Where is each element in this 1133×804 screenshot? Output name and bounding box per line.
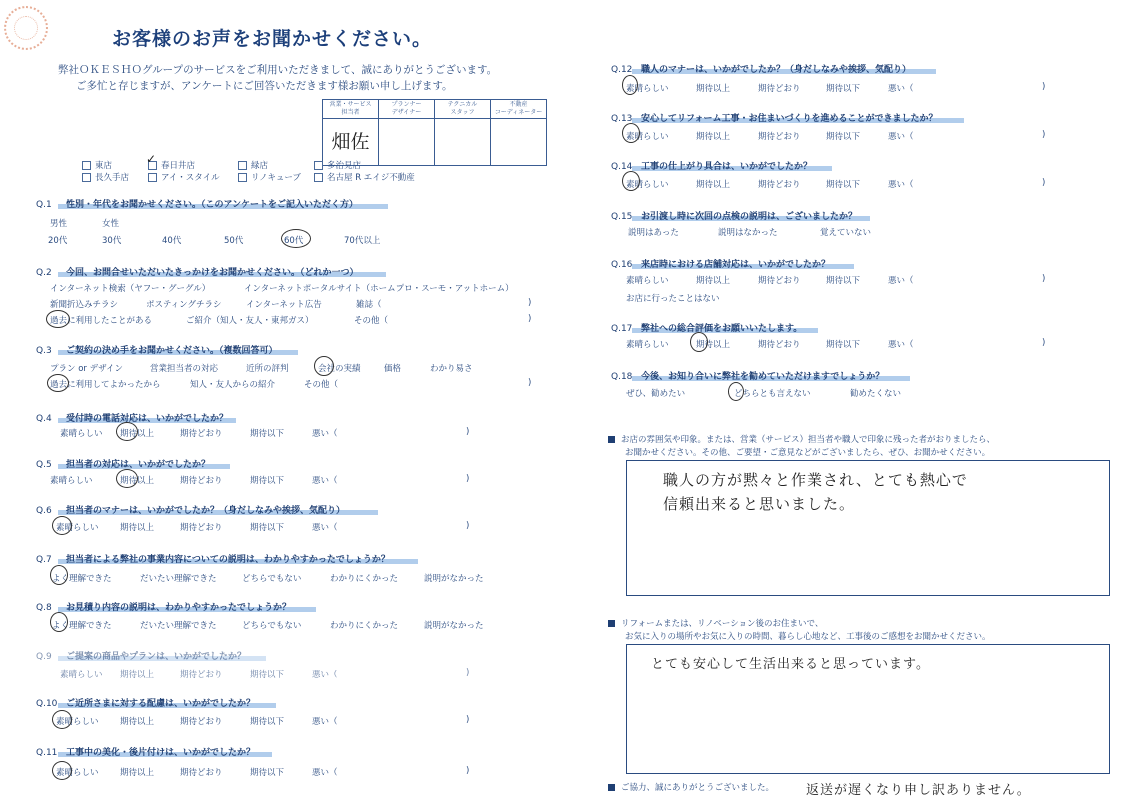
- option[interactable]: 悪い（: [312, 523, 338, 533]
- answer-circle: [50, 612, 68, 632]
- answer-circle: [728, 382, 744, 401]
- question-q15: Q.15 お引渡し時に次回の点検の説明は、ございましたか？: [611, 212, 858, 222]
- answer-circle: [52, 761, 72, 780]
- staff-realestate-name[interactable]: [491, 119, 547, 166]
- paren-close: ): [1042, 82, 1046, 92]
- comment-1-line-1: 職人の方が黙々と作業され、とても熱心で: [663, 471, 968, 489]
- question-q18: Q.18 今後、お知り合いに弊社を勧めていただけますでしょうか？: [611, 372, 885, 382]
- option[interactable]: 期待以下: [250, 717, 285, 727]
- comment-1-line-2: 信頼出来ると思いました。: [663, 495, 856, 513]
- option[interactable]: 営業担当者の対応: [150, 364, 219, 374]
- option[interactable]: 期待どおり: [180, 429, 223, 439]
- option[interactable]: 期待どおり: [180, 670, 223, 680]
- brand-istyle[interactable]: アイ・スタイル: [148, 171, 220, 183]
- question-q1: Q.1 性別・年代をお聞かせください。（このアンケートをご記入いただく方）: [36, 200, 358, 210]
- option[interactable]: その他（: [304, 380, 339, 390]
- staff-header-technical: テクニカル スタッフ: [435, 100, 491, 119]
- staff-header-sales: 営業・サービス 担当者: [323, 100, 379, 119]
- option[interactable]: 説明はなかった: [718, 228, 778, 238]
- bullet-square-icon: [608, 784, 615, 791]
- check-mark-icon: ✓: [146, 152, 157, 166]
- footer-thanks: ご協力、誠にありがとうございました。: [608, 781, 774, 793]
- answer-circle: [116, 469, 138, 488]
- staff-technical-name[interactable]: [435, 119, 491, 166]
- paren-close: ): [1042, 274, 1046, 284]
- option[interactable]: 期待以下: [826, 132, 861, 142]
- option[interactable]: 期待以上: [696, 340, 731, 350]
- question-q2: Q.2 今回、お問合せいただいたきっかけをお聞かせください。（どれか一つ）: [36, 268, 359, 278]
- brand-renocube[interactable]: リノキューブ: [238, 171, 301, 183]
- option[interactable]: 期待以上: [696, 132, 731, 142]
- paren-close: ): [528, 314, 532, 324]
- option[interactable]: どちらとも言えない: [734, 389, 811, 399]
- option[interactable]: 期待以上: [696, 276, 731, 286]
- question-q7: Q.7 担当者による弊社の事業内容についての説明は、わかりやすかったでしょうか？: [36, 555, 390, 565]
- answer-circle: [622, 123, 640, 143]
- answer-circle: [314, 356, 334, 376]
- staff-table: [322, 99, 547, 166]
- option[interactable]: 悪い（: [888, 276, 914, 286]
- paren-close: ): [466, 766, 470, 776]
- option[interactable]: どちらでもない: [242, 574, 302, 584]
- option[interactable]: プラン or デザイン: [50, 364, 124, 374]
- checkbox-icon: [82, 161, 91, 170]
- option[interactable]: 説明がなかった: [424, 621, 484, 631]
- option[interactable]: 素晴らしい: [626, 340, 669, 350]
- option[interactable]: 期待以上: [120, 476, 155, 486]
- intro-line-1: 弊社ＯＫＥＳＨＯグループのサービスをご利用いただきまして、誠にありがとうございます。: [58, 64, 498, 76]
- option[interactable]: よく理解できた: [52, 574, 112, 584]
- answer-circle: [46, 310, 70, 328]
- option[interactable]: インターネット検索（ヤフー・グーグル）: [50, 284, 211, 294]
- option[interactable]: 男性: [50, 219, 68, 229]
- option[interactable]: 勧めたくない: [850, 389, 902, 399]
- question-q16: Q.16 来店時における店舗対応は、いかがでしたか？: [611, 260, 831, 270]
- option[interactable]: 期待どおり: [758, 132, 801, 142]
- option[interactable]: 素晴らしい: [626, 180, 669, 190]
- option[interactable]: 期待どおり: [180, 768, 223, 778]
- option[interactable]: 説明はあった: [628, 228, 679, 238]
- option[interactable]: ご紹介（知人・友人・東邦ガス）: [186, 316, 314, 326]
- option[interactable]: わかり易さ: [430, 364, 473, 374]
- footer-handwritten-note: 返送が遅くなり申し訳ありません。: [806, 783, 1031, 798]
- option[interactable]: だいたい理解できた: [140, 574, 217, 584]
- option[interactable]: 知人・友人からの紹介: [190, 380, 276, 390]
- option[interactable]: 悪い（: [312, 476, 338, 486]
- option[interactable]: 期待どおり: [758, 340, 801, 350]
- option[interactable]: 30代: [102, 236, 122, 246]
- option[interactable]: 60代: [284, 236, 304, 246]
- staff-planner-name[interactable]: [379, 119, 435, 166]
- option[interactable]: 期待どおり: [758, 180, 801, 190]
- option[interactable]: 素晴らしい: [56, 717, 99, 727]
- option[interactable]: 期待以上: [696, 180, 731, 190]
- answer-circle: [50, 565, 68, 585]
- brand-higashi[interactable]: 東店: [82, 159, 112, 171]
- comment-2-label: リフォームまたは、リノベーション後のお住まいで、: [608, 617, 823, 629]
- option[interactable]: 期待以下: [250, 523, 285, 533]
- answer-circle: [116, 422, 138, 441]
- option[interactable]: 女性: [102, 219, 120, 229]
- comment-1-box[interactable]: [626, 460, 1110, 596]
- paren-close: ): [1042, 338, 1046, 348]
- option[interactable]: 素晴らしい: [626, 84, 669, 94]
- option[interactable]: 過去に利用したことがある: [50, 316, 153, 326]
- answer-circle: [690, 332, 708, 352]
- paren-close: ): [528, 378, 532, 388]
- option[interactable]: 悪い（: [888, 132, 914, 142]
- option[interactable]: 期待以上: [120, 768, 155, 778]
- option[interactable]: 価格: [384, 364, 402, 374]
- brand-nagakute[interactable]: 長久手店: [82, 171, 129, 183]
- option[interactable]: お店に行ったことはない: [626, 294, 720, 304]
- option[interactable]: 期待以下: [826, 340, 861, 350]
- question-q4: Q.4 受付時の電話対応は、いかがでしたか？: [36, 414, 229, 424]
- question-q17: Q.17 弊社への総合評価をお願いいたします。: [611, 324, 803, 334]
- option[interactable]: 期待以上: [120, 523, 155, 533]
- option[interactable]: 悪い（: [312, 429, 338, 439]
- paren-close: ): [466, 668, 470, 678]
- page-title: お客様のお声をお聞かせください。: [112, 28, 433, 50]
- option[interactable]: 20代: [48, 236, 68, 246]
- brand-tajimi[interactable]: 多治見店: [314, 159, 361, 171]
- option[interactable]: 悪い（: [312, 670, 338, 680]
- answer-circle: [622, 75, 638, 95]
- question-q13: Q.13 安心してリフォーム工事・お住まいづくりを進めることができましたか？: [611, 114, 938, 124]
- intro-line-2: ご多忙と存じますが、アンケートにご回答いただきます様お願い申し上げます。: [76, 80, 453, 92]
- option[interactable]: 悪い（: [888, 180, 914, 190]
- staff-header-realestate: 不動産 コーディネーター: [491, 100, 547, 119]
- option[interactable]: よく理解できた: [52, 621, 112, 631]
- paren-close: ): [466, 427, 470, 437]
- option[interactable]: 期待以下: [250, 670, 285, 680]
- option[interactable]: 覚えていない: [820, 228, 872, 238]
- question-q10: Q.10 ご近所さまに対する配慮は、いかがでしたか？: [36, 699, 256, 709]
- option[interactable]: 悪い（: [312, 768, 338, 778]
- comment-2-box[interactable]: [626, 644, 1110, 774]
- option[interactable]: 会社の実績: [318, 364, 361, 374]
- option[interactable]: 期待どおり: [180, 476, 223, 486]
- option[interactable]: ぜひ、勧めたい: [626, 389, 686, 399]
- option[interactable]: 期待以下: [250, 429, 285, 439]
- question-q11: Q.11 工事中の美化・後片付けは、いかがでしたか？: [36, 748, 256, 758]
- option[interactable]: 期待以下: [826, 276, 861, 286]
- comment-1-label: お店の雰囲気や印象。または、営業（サービス）担当者や職人で印象に残った者がおりましたら、: [608, 433, 995, 445]
- option[interactable]: どちらでもない: [242, 621, 302, 631]
- option[interactable]: 悪い（: [888, 84, 914, 94]
- option[interactable]: 50代: [224, 236, 244, 246]
- question-q8: Q.8 お見積り内容の説明は、わかりやすかったでしょうか？: [36, 603, 292, 613]
- brand-r-age[interactable]: 名古屋 R エイジ不動産: [314, 171, 415, 183]
- option[interactable]: ポスティングチラシ: [146, 300, 222, 310]
- option[interactable]: 素晴らしい: [626, 132, 669, 142]
- question-q5: Q.5 担当者の対応は、いかがでしたか？: [36, 460, 211, 470]
- answer-circle: [52, 710, 72, 729]
- option[interactable]: 40代: [162, 236, 182, 246]
- answer-circle: [52, 516, 72, 535]
- option[interactable]: 近所の評判: [246, 364, 289, 374]
- bullet-square-icon: [608, 436, 615, 443]
- brand-midori[interactable]: 緑店: [238, 159, 268, 171]
- option[interactable]: 悪い（: [888, 340, 914, 350]
- question-q6: Q.6 担当者のマナーは、いかがでしたか？（身だしなみや挨拶、気配り）: [36, 506, 346, 516]
- option[interactable]: 素晴らしい: [56, 768, 99, 778]
- paren-close: ): [466, 521, 470, 531]
- option[interactable]: 期待以下: [250, 476, 285, 486]
- paren-close: ): [1042, 130, 1046, 140]
- option[interactable]: 期待どおり: [758, 276, 801, 286]
- option[interactable]: 素晴らしい: [626, 276, 669, 286]
- question-q9: Q.9 ご提案の商品やプランは、いかがでしたか？: [36, 652, 247, 662]
- option[interactable]: その他（: [354, 316, 389, 326]
- option[interactable]: 期待以下: [826, 180, 861, 190]
- option[interactable]: 期待以上: [120, 429, 155, 439]
- option[interactable]: 期待どおり: [758, 84, 801, 94]
- option[interactable]: インターネット広告: [246, 300, 322, 310]
- option[interactable]: わかりにくかった: [330, 574, 399, 584]
- option[interactable]: 期待以下: [250, 768, 285, 778]
- option[interactable]: 素晴らしい: [56, 523, 99, 533]
- option[interactable]: 雑誌（: [356, 300, 382, 310]
- option[interactable]: 期待以上: [696, 84, 731, 94]
- answer-circle: [47, 374, 69, 392]
- option[interactable]: 期待どおり: [180, 523, 223, 533]
- option[interactable]: 素晴らしい: [60, 670, 103, 680]
- question-q12: Q.12 職人のマナーは、いかがでしたか？（身だしなみや挨拶、気配り）: [611, 65, 912, 75]
- staff-header-planner: プランナー デザイナー: [379, 100, 435, 119]
- option[interactable]: 悪い（: [312, 717, 338, 727]
- option[interactable]: 期待以下: [826, 84, 861, 94]
- seal-stamp: [4, 6, 48, 50]
- option[interactable]: インターネットポータルサイト（ホームプロ・スーモ・アットホーム）: [244, 284, 514, 294]
- bullet-square-icon: [608, 620, 615, 627]
- paren-close: ): [528, 298, 532, 308]
- comment-1-label-2: お聞かせください。その他、ご要望・ご意見などがございましたら、ぜひ、お聞かせください。: [625, 448, 991, 458]
- paren-close: ): [1042, 178, 1046, 188]
- paren-close: ): [466, 715, 470, 725]
- comment-2-label-2: お気に入りの場所やお気に入りの時間、暮らし心地など、工事後のご感想をお聞かせください。: [625, 632, 991, 642]
- option[interactable]: 期待以上: [120, 717, 155, 727]
- option[interactable]: 期待以上: [120, 670, 155, 680]
- option[interactable]: 過去に利用してよかったから: [50, 380, 161, 390]
- staff-sales-name[interactable]: 畑佐: [323, 119, 379, 166]
- option[interactable]: 新聞折込みチラシ: [50, 300, 119, 310]
- option[interactable]: わかりにくかった: [330, 621, 399, 631]
- option[interactable]: 説明がなかった: [424, 574, 484, 584]
- option[interactable]: 70代以上: [344, 236, 381, 246]
- brand-kasugai[interactable]: 春日井店: [148, 159, 195, 171]
- answer-circle: [281, 229, 311, 248]
- paren-close: ): [466, 474, 470, 484]
- option[interactable]: だいたい理解できた: [140, 621, 217, 631]
- question-q3: Q.3 ご契約の決め手をお聞かせください。（複数回答可）: [36, 346, 278, 356]
- option[interactable]: 素晴らしい: [50, 476, 93, 486]
- comment-2-line: とても安心して生活出来ると思っています。: [651, 657, 930, 672]
- option[interactable]: 素晴らしい: [60, 429, 103, 439]
- option[interactable]: 期待どおり: [180, 717, 223, 727]
- answer-circle: [622, 171, 640, 191]
- question-q14: Q.14 工事の仕上がり具合は、いかがでしたか？: [611, 162, 813, 172]
